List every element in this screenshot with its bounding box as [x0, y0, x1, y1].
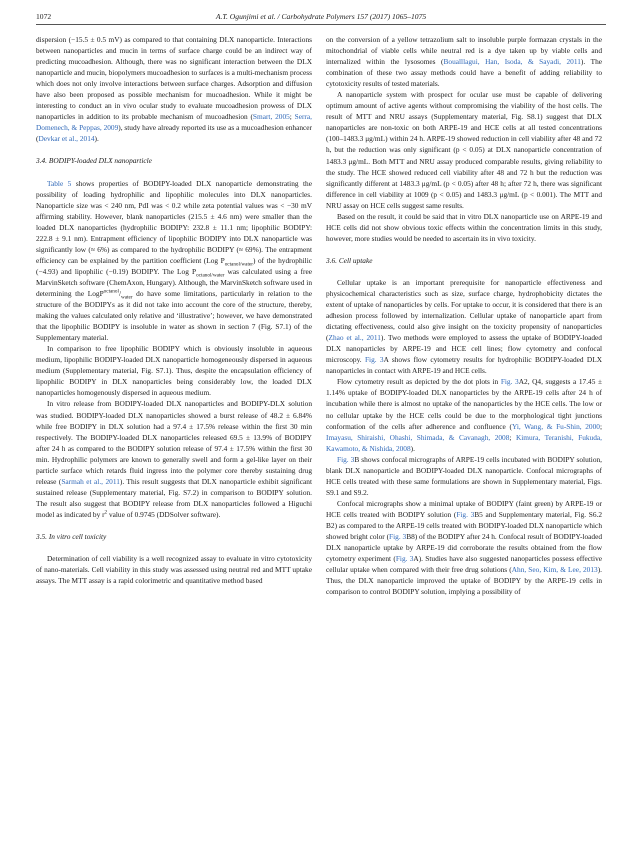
citation-link[interactable]: Serra, Domenech, & Peppas, 2009 [36, 112, 312, 133]
citation-link[interactable]: Kimura, Teranishi, Fukuda, Kawamoto, & Nishida, 2008 [326, 432, 602, 453]
section-heading-3-6: 3.6. Cell uptake [326, 255, 373, 265]
text-run: ). The combination of these two assay methods could have a benefit of adding reliability to cytotoxicity results of tested materials. [326, 57, 602, 89]
citation-link[interactable]: Fig. 3 [456, 509, 475, 519]
paragraph [326, 498, 602, 597]
citation-link[interactable]: Fig. 3 [395, 554, 414, 564]
text-run: Cellular uptake is an important prerequisite for nanoparticle effectiveness and physicochemical characteristics such as size, surface charge, hydrophobicity dictates the extent of uptake of nanoparticles by cells. For uptake to occur, it is considered that there is an adhesion process followed by internalization. Cellular uptake of nanoparticle apart from dictating effectiveness, could also give insight on the toxicity propensity of nanoparticles ( [326, 277, 602, 343]
citation-link[interactable]: Fig. 3 [389, 532, 407, 542]
text-run: was calculated using a free MarvinSketch software (ChemAxon, Hungary). Although, the MarvinSketch software used in determining the LogP [36, 266, 312, 298]
superscript: 2 [104, 509, 108, 516]
text-run: B8) of the BODIPY after 24 h. Confocal result of BODIPY-loaded DLX nanoparticle uptake by ARPE-19 did corroborate the results obtained from the flow cytometry experiment ( [326, 532, 602, 564]
citation-link[interactable]: Yi, Wang, & Fu-Shin, 2000 [511, 421, 600, 431]
text-run: ; [599, 421, 602, 431]
citation-link[interactable]: Fig. 3 [364, 355, 384, 365]
text-run: ; [289, 112, 295, 122]
paragraph [326, 277, 602, 376]
paragraph [36, 34, 312, 144]
citation-link[interactable]: Sarmah et al., 2011 [61, 476, 120, 486]
text-run: B5 and Supplementary material, Fig. S6.2 B2) as compared to the ARPE-19 cells treated with BODIPY-loaded DLX nanoparticle which showed bright color ( [326, 509, 602, 542]
citation-link[interactable]: Devkar et al., 2014 [38, 134, 95, 144]
text-run: ), study have already reported its use as a mucoadhesion enhancer ( [36, 123, 312, 144]
citation-link[interactable]: Fig. 3 [337, 454, 355, 464]
text-run: ). Two methods were employed to assess the uptake of BODIPY-loaded DLX nanoparticles by ARPE-19 and HCE cell lines; flow cytometry and confocal microscopy. [326, 333, 602, 365]
text-run: ). This result suggests that DLX nanoparticle exhibit significant sustained release (Supplementary material, Fig. S7.2) in comparison to BODIPY solution. The result also suggest that BODIPY release from DLX nanoparticles followed a Higuchi model as indicated by r [36, 476, 312, 519]
text-run: Flow cytometry result as depicted by the dot plots in [337, 377, 501, 387]
text-run: ). [410, 443, 415, 453]
citation-link[interactable]: Boualllagui, Han, Isoda, & Sayadi, 2011 [443, 57, 581, 67]
paragraph: Determination of cell viability is a well recognized assay to evaluate in vitro cytotoxicity of nano-materials. Cell viability in this study was assessed using neutral red and MTT uptake assays. The MTT assay is a rapid colorimetric and quantitative method based [36, 554, 312, 586]
paragraph [326, 376, 602, 453]
page-number: 1072 [36, 12, 52, 21]
superscript: octanol [103, 288, 119, 295]
journal-citation: A.T. Ogunjimi et al. / Carbohydrate Polymers 157 (2017) 1065–1075 [215, 12, 427, 21]
paragraph: In comparison to free lipophilic BODIPY which is obviously insoluble in aqueous medium, lipophilic BODIPY-loaded DLX nanoparticle homogeneously dispersed in aqueous medium (Supplementary material, Fig. S7.1). Thus, despite the encapsulation efficiency of lipophilic BODIPY in DLX nanoparticles being considerably low, the loaded DLX nanoparticles homogenously dispersed in aqueous medium. [36, 344, 312, 398]
text-run: shows properties of BODIPY-loaded DLX nanoparticle demonstrating the possibility of loading hydrophilic and lipophilic molecules into DLX nanoparticles. Nanoparticle size was < 240 nm, PdI was < 0.2 while zeta potential values was < −30 mV affirming stability. However, blank nanoparticles (215.5 ± 4.6 nm) were smaller than the loaded DLX nanoparticles (hydrophilic BODIPY: 232.8 ± 11.1 nm; lipophilic BODIPY: 222.8 ± 9.1 nm). Entrapment efficiency of lipophilic BODIPY into DLX nanoparticle was significantly low (≈ 6%) as compared to the hydrophilic BODIPY (≈ 69%). The entrapment efficiency can be explained by the partition coefficient (Log P [36, 178, 312, 265]
text-run: ). [94, 134, 99, 144]
text-run: A). Studies have also suggested nanoparticles possess effective cellular uptake when compared with their free drug solutions ( [326, 554, 603, 575]
subscript: octanol/water [196, 272, 225, 279]
text-run: A shows flow cytometry results for hydrophilic BODIPY-loaded DLX nanoparticles in contact with ARPE-19 and HCE cells. [326, 355, 602, 376]
text-run: / [118, 288, 121, 298]
text-run: dispersion (−15.5 ± 0.5 mV) as compared to that containing DLX nanoparticle. Interactions between nanoparticles and mucin in terms of surface charge could be an indirect way of predicting mucoadhesion. Although, there was no significant interaction between the DLX nanoparticle and mucin, biopolymers mucoadhesion to surfaces is a multi-mechanism process which does not only involve interactions between surface charges. Adsorption and diffusion have also been proposed as possible mechanism for mucoadhesion. While it might be interesting to conduct an in vivo ocular study to evaluate mucoadhesion prowess of DLX nanoparticles in addition to its probable mechanism of mucoadhesion ( [36, 35, 312, 122]
paragraph [36, 398, 312, 520]
paragraph: A nanoparticle system with prospect for ocular use must be capable of delivering optimum amount of active agents without compromising the viability of the host cells. The result of MTT and NRU assays (Supplementary material, Fig. S8.1) suggest that DLX nanoparticles are non-toxic on both ARPE-19 and HCE cells at all tested concentrations (100–1483.3 μg/mL) within 24 h. ARPE-19 showed reduction in cell viability after 48 and 72 h, but the reduction was only significant (p < 0.05) at DLX nanoparticle concentration of 1483.3 μg/mL. Both MTT and NRU assay produced comparable results, giving reliability to the study. The HCE showed reduced cell viability after 48 and 72 h but the reduction was significantly different at 1483.3 μg/mL (p < 0.05) after 48 h; after 72 h, there was significant difference in cell viability at 1009 (p < 0.05) and 1483.3 μg/mL (p < 0.001). The MTT and NRU assay on HCE cells suggest same results. [326, 90, 602, 210]
text-run: In vitro release from BODIPY-loaded DLX nanoparticles and BODIPY-DLX solution was studied. BODIPY-loaded DLX nanoparticles showed a burst release of 48.2 ± 6.84% while free BODIPY in DLX solution had a 97.4 ± 17.5% release within the first 30 min respectively. The BODIPY-loaded DLX nanoparticles released 69.5 ± 13.9% of BODIPY after 24 h as compared to the BODIPY solution release of 97.4 ± 17.5% within the first 30 min. Hydrophilic polymers are known to generally swell and form a gel-like layer on their particle surface which retards fluid ingress into the polymer core thereby sustaining drug release ( [36, 399, 312, 486]
subscript: water [121, 294, 133, 301]
citation-link[interactable]: Table 5 [47, 178, 72, 188]
text-run: ) of the hydrophilic (−4.93) and lipophilic (−0.19) BODIPY. The Log P [36, 255, 312, 276]
paragraph: Based on the result, it could be said that in vitro DLX nanoparticle use on ARPE-19 and HCE cells did not show obvious toxic effects within the concentration limits in this study, however, more studies would be needed to ascertain its in vivo toxicity. [326, 211, 602, 243]
text-run: ; [509, 432, 516, 442]
paragraph [36, 178, 312, 344]
left-column [36, 34, 312, 586]
text-run: B shows confocal micrographs of ARPE-19 cells incubated with BODIPY solution, blank DLX nanoparticle and BODIPY-loaded DLX nanoparticle. Confocal micrographs of HCE cells treated with these same formulations are shown in Supplementary material, Figs. S9.1 and S9.2. [326, 454, 602, 497]
text-run: on the conversion of a yellow tetrazolium salt to insoluble purple formazan crystals in the mitochondrial of viable cells while neutral red is a dye taken up by viable cells and internalized within the lysosomes ( [326, 35, 602, 67]
section-heading-3-5: 3.5. In vitro cell toxicity [36, 531, 107, 541]
paragraph [326, 454, 602, 498]
text-run: value of 0.9745 (DDSolver software). [107, 509, 221, 519]
citation-link[interactable]: Smart, 2005 [252, 112, 290, 122]
section-heading-3-4: 3.4. BODIPY-loaded DLX nanoparticle [36, 156, 152, 166]
subscript: octanol/water [224, 261, 253, 268]
text-run: A2, Q4, suggests a 17.45 ± 1.14% uptake of BODIPY-loaded DLX nanoparticles by the ARPE-19 cells after 24 h of incubation while there is almost no uptake of the nanoparticles by the HCE cells. The low or no cellular uptake by the HCE cells could be due to the morphological tight junctions conformation of the cells after adherence and confluence ( [326, 377, 603, 431]
citation-link[interactable]: Imayasu, Shiraishi, Ohashi, Shimada, & Cavanagh, 2008 [326, 432, 510, 442]
page-header [36, 10, 606, 25]
paragraph [326, 34, 602, 89]
citation-link[interactable]: Fig. 3 [500, 377, 519, 387]
text-run: ). Thus, the DLX nanoparticle improved the uptake of BODIPY by the ARPE-19 cells in comparison to control BODIPY solution, implying a possibility of [326, 565, 602, 597]
right-column [326, 34, 602, 597]
citation-link[interactable]: Zhao et al., 2011 [328, 333, 381, 343]
text-run: do have some limitations, particularly in relation to the structure of the BODIPYs as it did not take into account the core of the structure, thereby, making the values calculated only relative and ‘illustrative’; however, we have demonstrated that the lipophilic BODIPY is insoluble in water as shown in section 7 (Fig. S7.1) of the Supplementary material. [36, 288, 312, 343]
citation-link[interactable]: Ahn, Seo, Kim, & Lee, 2013 [511, 565, 598, 575]
text-run: Confocal micrographs show a minimal uptake of BODIPY (faint green) by ARPE-19 or HCE cells treated with BODIPY solution ( [326, 498, 602, 519]
